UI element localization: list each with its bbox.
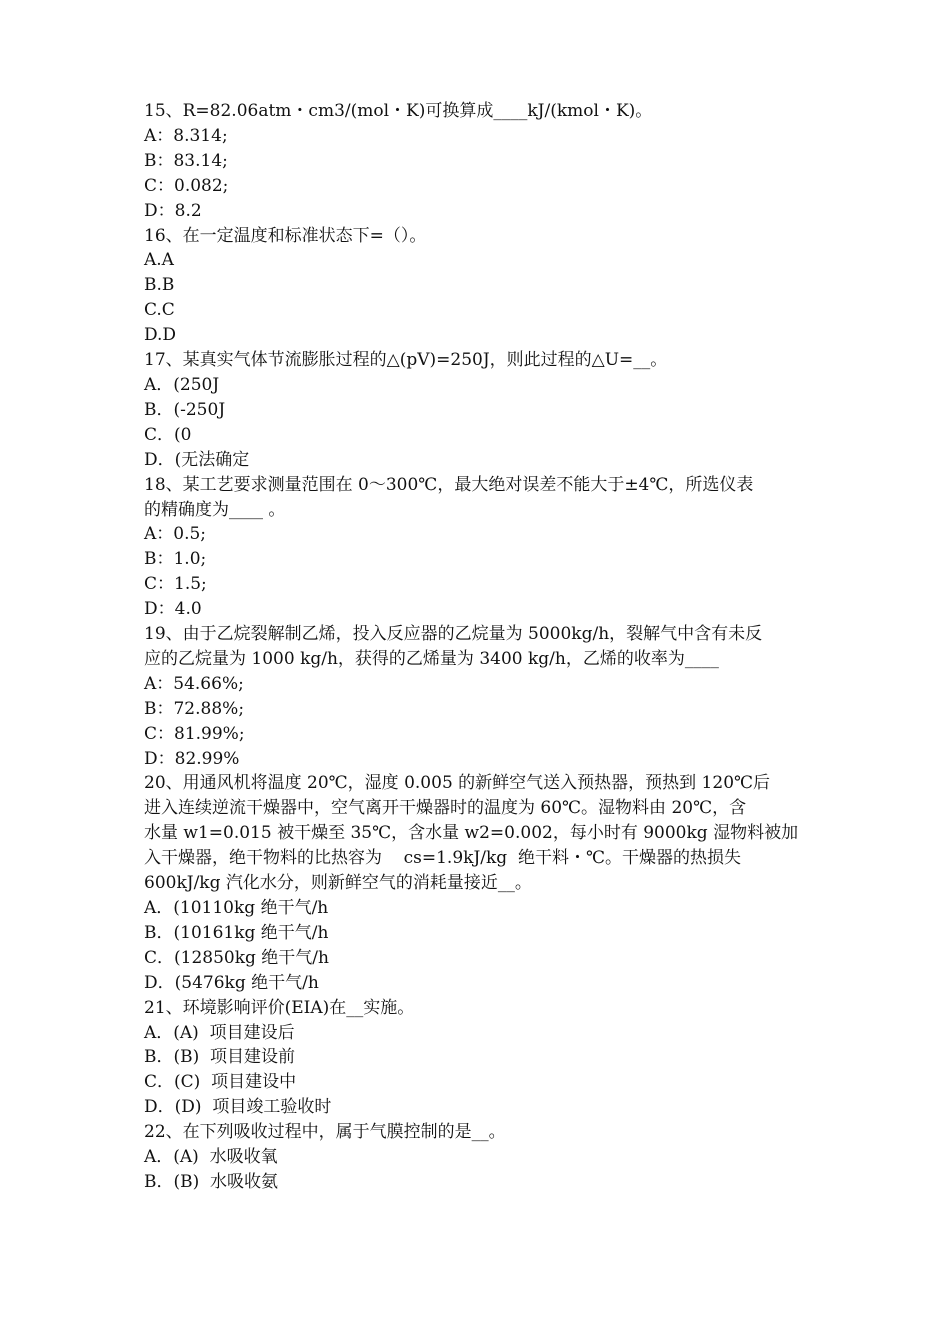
- option-c: C．(0: [144, 424, 192, 445]
- question-15: [144, 99, 812, 224]
- question-stem-continued: 的精确度为____ 。: [144, 499, 286, 520]
- option-c: C：1.5;: [144, 574, 207, 595]
- option-b: B：1.0;: [144, 549, 207, 570]
- question-stem: 19、由于乙烷裂解制乙烯，投入反应器的乙烷量为 5000kg/h，裂解气中含有未反: [144, 624, 763, 645]
- option-a: A．(10110kg 绝干气/h: [144, 898, 329, 918]
- option-b: B．(B) 项目建设前: [144, 1047, 296, 1068]
- option-a: A．(A) 水吸收氧: [144, 1147, 278, 1168]
- option-c: C.C: [144, 300, 175, 321]
- option-b: B.B: [144, 275, 175, 296]
- question-16: [144, 224, 812, 349]
- question-21: [144, 996, 812, 1121]
- option-a: A：8.314;: [144, 125, 228, 146]
- option-c: C：81.99%;: [144, 723, 245, 744]
- option-d: D：8.2: [144, 200, 202, 221]
- option-d: D：4.0: [144, 599, 202, 620]
- option-d: D．(无法确定: [144, 449, 250, 470]
- option-a: A．(250J: [144, 374, 220, 395]
- option-c: C．(C) 项目建设中: [144, 1072, 297, 1093]
- question-stem: 18、某工艺要求测量范围在 0～300℃，最大绝对误差不能大于±4℃，所选仪表: [144, 474, 754, 495]
- question-20: [144, 771, 812, 995]
- option-d: D．(D) 项目竣工验收时: [144, 1097, 332, 1118]
- question-stem: 22、在下列吸收过程中，属于气膜控制的是__。: [144, 1122, 506, 1143]
- question-17: [144, 348, 812, 473]
- question-stem: 17、某真实气体节流膨胀过程的△(pV)=250J，则此过程的△U=__。: [144, 350, 668, 371]
- option-b: B．(B) 水吸收氨: [144, 1171, 279, 1192]
- option-a: A.A: [144, 250, 174, 271]
- option-b: B．(10161kg 绝干气/h: [144, 922, 329, 943]
- option-c: C：0.082;: [144, 175, 229, 196]
- question-stem: 21、环境影响评价(EIA)在__实施。: [144, 997, 415, 1018]
- question-stem: 20、用通风机将温度 20℃，湿度 0.005 的新鲜空气送入预热器，预热到 120℃后: [144, 773, 771, 794]
- option-a: A：54.66%;: [144, 673, 244, 694]
- option-a: A：0.5;: [144, 524, 207, 545]
- question-stem-continued: 应的乙烷量为 1000 kg/h，获得的乙烯量为 3400 kg/h，乙烯的收率为____: [144, 648, 719, 669]
- option-b: B：72.88%;: [144, 698, 245, 719]
- option-b: B：83.14;: [144, 150, 228, 171]
- question-stem-continued: 水量 w1=0.015 被干燥至 35℃，含水量 w2=0.002，每小时有 9000kg 湿物料被加: [144, 823, 799, 844]
- question-stem-continued: 600kJ/kg 汽化水分，则新鲜空气的消耗量接近__。: [144, 873, 532, 894]
- option-d: D．(5476kg 绝干气/h: [144, 972, 319, 993]
- option-d: D：82.99%: [144, 748, 240, 769]
- question-stem: 15、R=82.06atm・cm3/(mol・K)可换算成____kJ/(kmol・K)。: [144, 101, 653, 121]
- option-d: D.D: [144, 325, 177, 346]
- option-b: B．(-250J: [144, 399, 226, 420]
- question-19: [144, 622, 812, 771]
- question-stem-continued: 进入连续逆流干燥器中，空气离开干燥器时的温度为 60℃。湿物料由 20℃，含: [144, 798, 747, 819]
- question-stem: 16、在一定温度和标准状态下=（）。: [144, 225, 427, 246]
- document-page: [144, 99, 812, 1195]
- option-c: C．(12850kg 绝干气/h: [144, 947, 329, 968]
- question-18: [144, 473, 812, 622]
- option-a: A．(A) 项目建设后: [144, 1022, 295, 1043]
- question-stem-continued: 入干燥器，绝干物料的比热容为 cs=1.9kJ/kg 绝干料・℃。干燥器的热损失: [144, 848, 741, 869]
- question-22: [144, 1120, 812, 1195]
